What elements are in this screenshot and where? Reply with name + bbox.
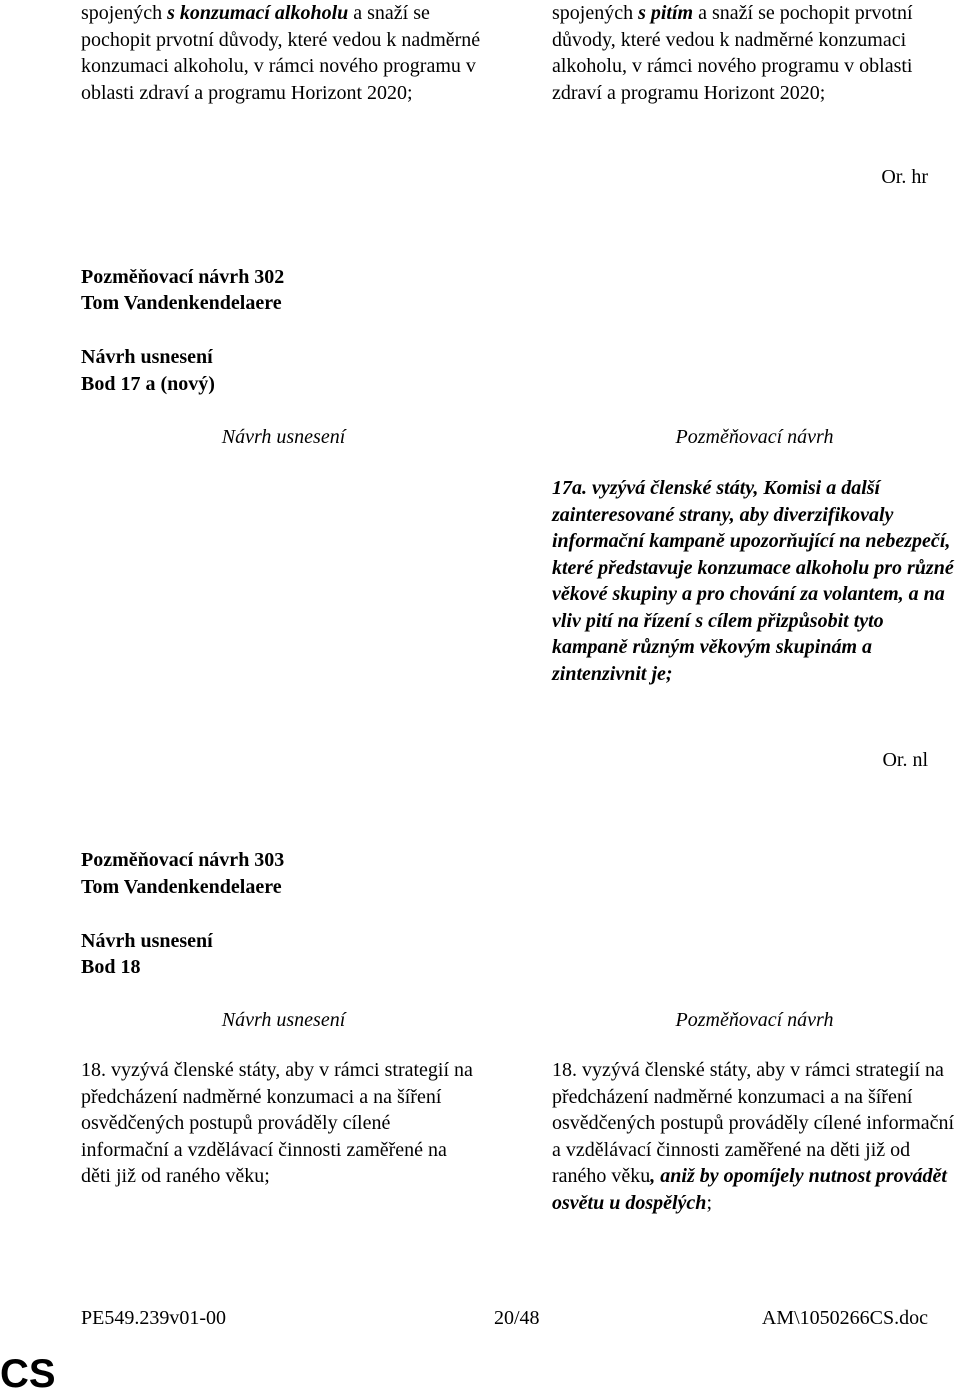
amendment-303-col-left-head: Návrh usnesení [221,1009,346,1031]
original-language-hr: Or. hr [881,166,928,188]
amendment-302-col-left-head: Návrh usnesení [221,426,346,448]
top-right-text: spojených s pitím a snaží se pochopit prvotní důvody, které vedou k nadměrné konzumaci alkoholu, v rámci nového programu v oblasti zdraví a programu Horizont 2020; [552,2,913,104]
amendment-302-author: Tom Vandenkendelaere [81,292,282,314]
top-right-emphasis: s pitím [638,2,694,24]
footer-page-number: 20/48 [494,1307,540,1329]
amendment-303-author: Tom Vandenkendelaere [81,876,282,898]
amendment-303-point: Bod 18 [81,956,141,978]
top-left-text: spojených s konzumací alkoholu a snaží se pochopit prvotní důvody, které vedou k nadměrné konzumaci alkoholu, v rámci nového programu v oblasti zdraví a programu Horizont 2020; [81,2,481,104]
original-language-nl: Or. nl [882,749,928,771]
amendment-303-left-text: 18. vyzývá členské státy, aby v rámci strategií na předcházení nadměrné konzumaci a na šíření osvědčených postupů prováděly cílené informační a vzdělávací činnosti zaměřené na děti již od raného věku; [81,1059,473,1187]
amendment-302-title: Pozměňovací návrh 302 [81,266,285,288]
amendment-302-doc-type: Návrh usnesení [81,346,213,368]
amendment-303-doc-type: Návrh usnesení [81,930,213,952]
footer-document-ref: PE549.239v01-00 [81,1307,226,1329]
amendment-303-title: Pozměňovací návrh 303 [81,849,285,871]
amendment-303-right-emphasis: , aniž by opomíjely nutnost provádět osvětu u dospělých [552,1165,947,1214]
top-left-emphasis: s konzumací alkoholu [167,2,349,24]
footer-file-name: AM\1050266CS.doc [761,1307,928,1329]
amendment-303-col-right-head: Pozměňovací návrh [675,1009,834,1031]
language-mark: CS [0,1352,56,1396]
amendment-302-right-text: 17a. vyzývá členské státy, Komisi a další zainteresované strany, aby diverzifikovaly informační kampaně upozorňující na nebezpečí, které představuje konzumace alkoholu pro různé věkové skupiny a pro chování za volantem, a na vliv pití na řízení s cílem přizpůsobit tyto kampaně různým věkovým skupinám a zintenzivnit je; [552,477,954,685]
amendment-302-col-right-head: Pozměňovací návrh [675,426,834,448]
amendment-303-right-text: 18. vyzývá členské státy, aby v rámci strategií na předcházení nadměrné konzumaci a na šíření osvědčených postupů prováděly cílené informační a vzdělávací činnosti zaměřené na děti již od raného věku, aniž by opomíjely nutnost provádět osvětu u dospělých; [552,1059,955,1214]
amendment-302-point: Bod 17 a (nový) [81,373,215,395]
